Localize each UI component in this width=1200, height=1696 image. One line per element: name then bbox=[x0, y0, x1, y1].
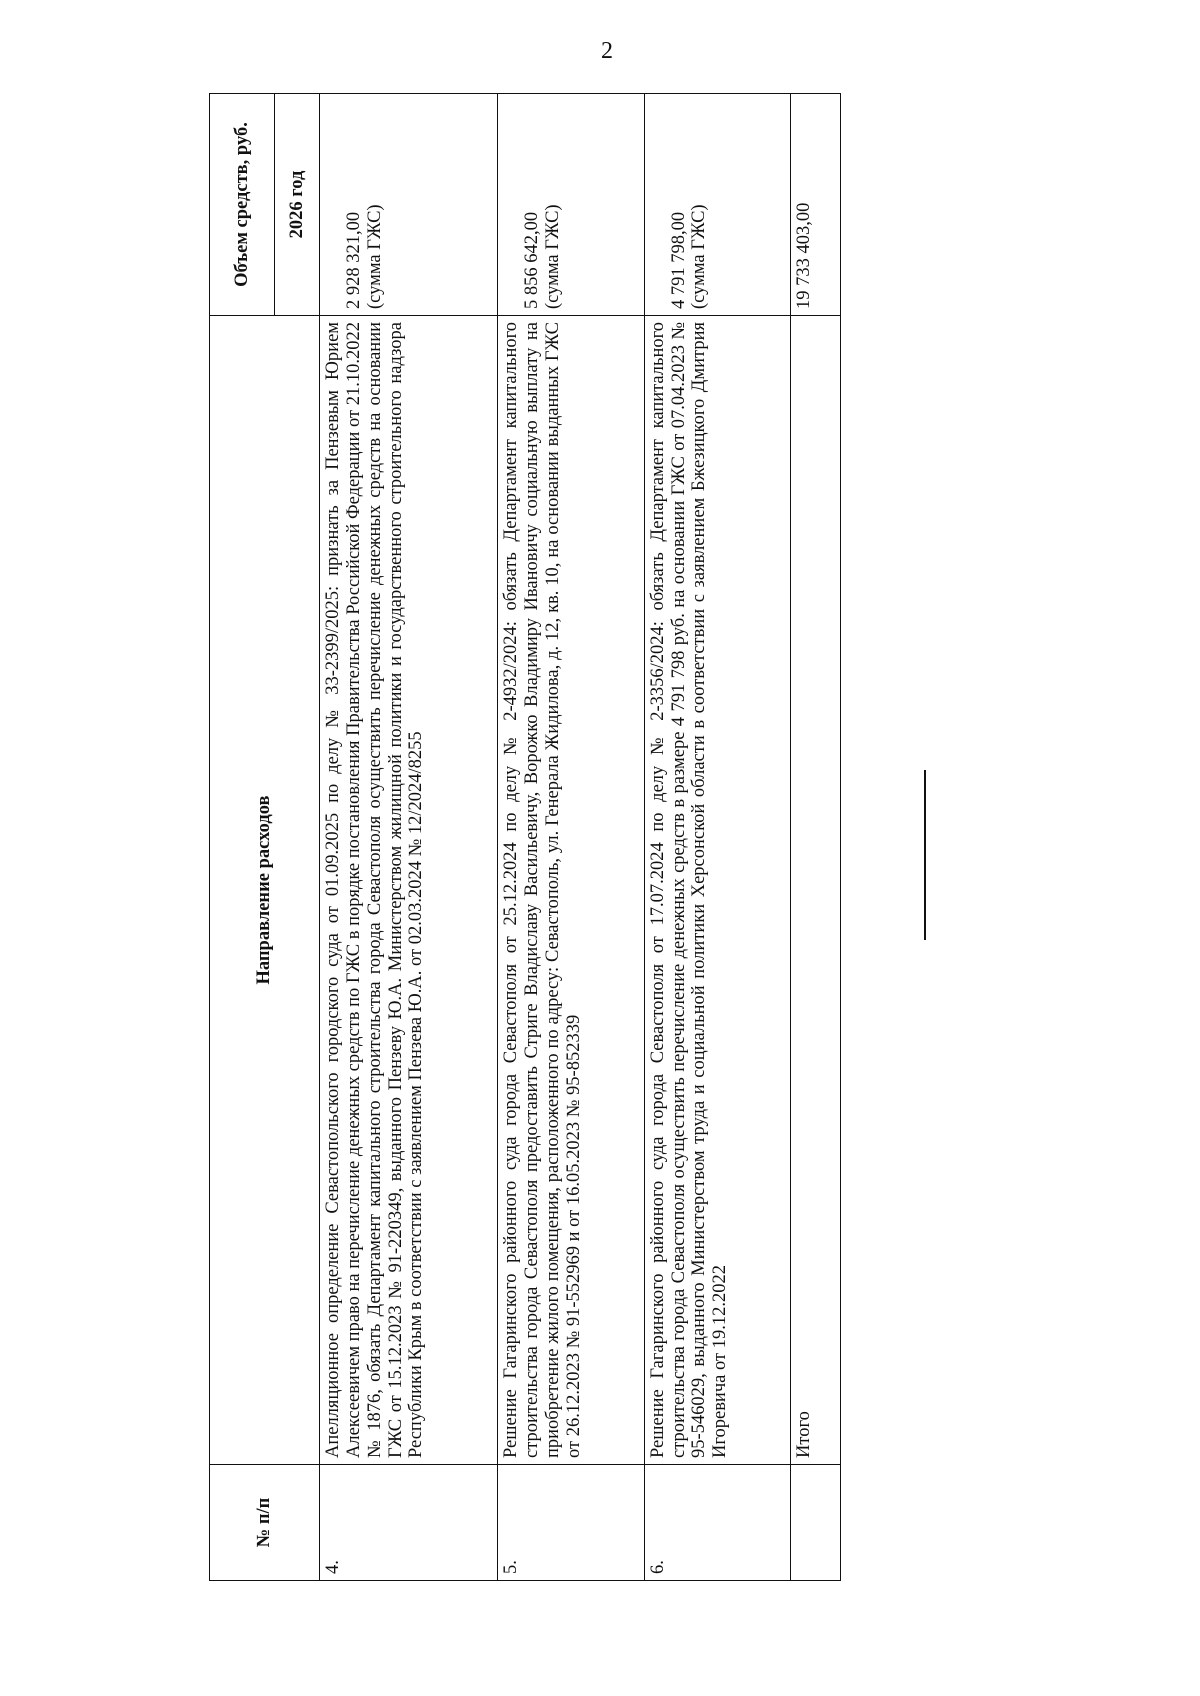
row-number: 5. bbox=[498, 1465, 644, 1581]
row-direction: Решение Гагаринского районного суда города Севастополя от 17.07.2024 по делу № 2-3356/2024: обязать Департамент капитального строительства города Севастополя осуществить перечисление денежных средств в размере 4 791 798 руб. на основании ГЖС от 07.04.2023 № 95-546029, выданного Министерством труда и социальной политики Херсонской области в соответствии с заявлением Бжезицкого Дмитрия Игоревича от 19.12.2022 bbox=[644, 316, 790, 1465]
row-number: 4. bbox=[320, 1465, 498, 1581]
row-number: 6. bbox=[644, 1465, 790, 1581]
row-amount-note: (сумма ГЖС) bbox=[542, 204, 563, 309]
header-direction: Направление расходов bbox=[210, 316, 320, 1465]
row-amount-cell bbox=[644, 94, 790, 316]
table-row bbox=[320, 94, 498, 1581]
row-amount-note: (сумма ГЖС) bbox=[689, 204, 710, 309]
header-year: 2026 год bbox=[275, 94, 320, 316]
expenses-table bbox=[209, 93, 841, 1581]
header-volume: Объем средств, руб. bbox=[210, 94, 275, 316]
page-number: 2 bbox=[601, 38, 613, 64]
table-row bbox=[498, 94, 644, 1581]
rotated-table-container bbox=[209, 94, 841, 1581]
header-number: № п/п bbox=[210, 1465, 320, 1581]
row-direction: Апелляционное определение Севастопольского городского суда от 01.09.2025 по делу № 33-2399/2025: признать за Пензевым Юрием Алексеевичем право на перечисление денежных средств по ГЖС в порядке постановления Правительства Российской Федерации от 21.10.2022 № 1876, обязать Департамент капитального строительства города Севастополя осуществить перечисление денежных средств на основании ГЖС от 15.12.2023 № 91-220349, выданного Пензеву Ю.А. Министерством жилищной политики и государственного строительного надзора Республики Крым в соответствии с заявлением Пензева Ю.А. от 02.03.2024 № 12/2024/8255 bbox=[320, 316, 498, 1465]
table-row bbox=[644, 94, 790, 1581]
table-total-row bbox=[791, 94, 841, 1581]
row-direction: Решение Гагаринского районного суда города Севастополя от 25.12.2024 по делу № 2-4932/2024: обязать Департамент капитального строительства города Севастополя предоставить Стриге Владиславу Васильевичу, Ворожко Владимиру Ивановичу социальную выплату на приобретение жилого помещения, расположенного по адресу: Севастополь, ул. Генерала Жидилова, д. 12, кв. 10, на основании выданных ГЖС от 26.12.2023 № 91-552969 и от 16.05.2023 № 95-852339 bbox=[498, 316, 644, 1465]
closing-rule bbox=[924, 770, 926, 940]
row-amount-cell bbox=[320, 94, 498, 316]
row-amount: 2 928 321,00 bbox=[344, 211, 365, 309]
row-amount: 5 856 642,00 bbox=[522, 211, 543, 309]
row-amount: 4 791 798,00 bbox=[668, 211, 689, 309]
total-number-cell bbox=[791, 1465, 841, 1581]
row-amount-cell bbox=[498, 94, 644, 316]
row-amount-note: (сумма ГЖС) bbox=[364, 204, 385, 309]
total-label: Итого bbox=[791, 316, 841, 1465]
total-amount: 19 733 403,00 bbox=[791, 94, 841, 316]
table-header-row bbox=[210, 94, 275, 1581]
